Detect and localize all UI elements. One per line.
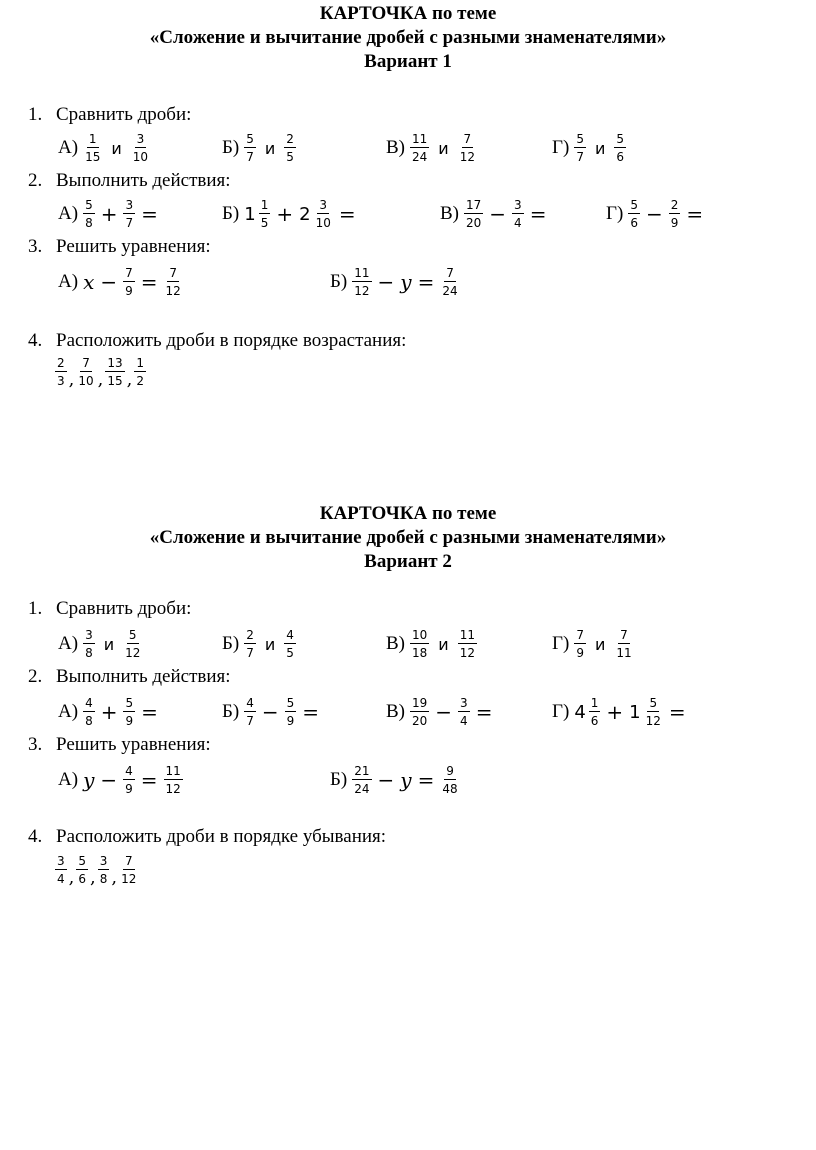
numerator: 10 (412, 628, 428, 642)
fraction (314, 198, 333, 230)
item-label: А) (58, 633, 79, 654)
operator: − (489, 202, 507, 226)
denominator: 5 (286, 150, 294, 164)
operator: + (276, 202, 294, 226)
fraction (83, 132, 102, 164)
denominator: 11 (616, 646, 632, 660)
denominator: 10 (132, 150, 149, 164)
card-variant: Вариант 2 (364, 551, 452, 572)
fraction (55, 854, 67, 886)
item-label: Г) (552, 633, 570, 654)
fraction (98, 854, 110, 886)
compare-row (0, 128, 816, 168)
operator: − (645, 202, 663, 226)
item-label: В) (386, 137, 405, 158)
fraction (83, 628, 95, 660)
denominator: 9 (125, 714, 134, 728)
numerator: 7 (620, 628, 628, 642)
denominator: 7 (246, 714, 254, 728)
denominator: 12 (459, 150, 475, 164)
denominator: 4 (514, 216, 522, 230)
numerator: 3 (57, 854, 65, 868)
numerator: 5 (125, 696, 134, 710)
denominator: 7 (246, 646, 254, 660)
compare-item-c (386, 624, 480, 664)
denominator: 9 (286, 714, 295, 728)
denominator: 9 (125, 284, 133, 298)
equals-sign: = (140, 270, 158, 294)
numerator: 3 (136, 132, 145, 146)
order-fractions-row (52, 352, 149, 392)
card-topic: «Сложение и вычитание дробей с разными знаменателями» (149, 527, 667, 548)
operator: − (377, 768, 395, 792)
denominator: 12 (645, 714, 661, 728)
fraction (76, 854, 88, 886)
fraction (285, 696, 297, 728)
numerator: 13 (107, 356, 123, 370)
fraction (123, 696, 135, 728)
numerator: 5 (630, 198, 638, 212)
question-4 (0, 826, 386, 848)
conjunction: и (438, 138, 449, 158)
question-1 (0, 104, 191, 126)
equals-sign: = (686, 202, 704, 226)
denominator: 15 (107, 374, 123, 388)
denominator: 12 (165, 284, 181, 298)
question-3 (0, 734, 211, 756)
numerator: 1 (136, 356, 145, 370)
question-number: 3. (28, 236, 43, 257)
fraction (628, 198, 640, 230)
item-label: А) (58, 769, 79, 790)
numerator: 17 (466, 198, 482, 212)
fraction (589, 696, 601, 728)
numerator: 4 (246, 696, 254, 710)
item-label: В) (386, 633, 405, 654)
operator: − (100, 270, 118, 294)
question-text: Решить уравнения: (56, 734, 211, 755)
variable: y (400, 270, 412, 294)
denominator: 5 (286, 646, 294, 660)
fraction (614, 132, 626, 164)
compare-item-a (58, 128, 153, 168)
question-1 (0, 598, 191, 620)
numerator: 5 (246, 132, 254, 146)
fraction (123, 198, 135, 230)
denominator: 7 (246, 150, 254, 164)
question-2 (0, 170, 231, 192)
compare-item-d (552, 624, 637, 664)
denominator: 20 (412, 714, 428, 728)
fraction (164, 266, 183, 298)
separator: , (90, 866, 96, 888)
variable: y (83, 768, 95, 792)
numerator: 7 (169, 266, 177, 280)
numerator: 7 (82, 356, 90, 370)
numerator: 5 (576, 132, 584, 146)
operation-item-d (552, 692, 689, 732)
question-text: Расположить дроби в порядке возрастания: (56, 330, 407, 351)
numerator: 19 (412, 696, 428, 710)
item-label: Б) (222, 203, 240, 224)
item-label: Г) (606, 203, 624, 224)
equation-item-b (330, 760, 463, 800)
conjunction: и (103, 634, 115, 654)
question-number: 1. (28, 598, 43, 619)
question-text: Решить уравнения: (56, 236, 211, 257)
denominator: 3 (57, 374, 65, 388)
operator: + (606, 700, 624, 724)
denominator: 5 (260, 216, 269, 230)
compare-item-a (58, 624, 145, 664)
numerator: 7 (446, 266, 454, 280)
equals-sign: = (141, 202, 158, 226)
question-text: Выполнить действия: (56, 666, 231, 687)
denominator: 12 (354, 284, 370, 298)
card-variant-2 (0, 500, 816, 920)
numerator: 4 (85, 696, 93, 710)
fraction (574, 132, 586, 164)
question-number: 2. (28, 170, 43, 191)
fraction (55, 356, 67, 388)
compare-item-b (222, 128, 299, 168)
item-label: А) (58, 701, 79, 722)
denominator: 20 (466, 216, 482, 230)
denominator: 9 (125, 782, 133, 796)
separator: , (97, 368, 104, 390)
numerator: 2 (286, 132, 294, 146)
denominator: 8 (99, 872, 108, 886)
item-label: Б) (222, 137, 240, 158)
conjunction: и (111, 138, 122, 158)
fraction (83, 198, 95, 230)
denominator: 24 (412, 150, 428, 164)
fraction (259, 198, 271, 230)
compare-item-d (552, 128, 629, 168)
denominator: 4 (57, 872, 65, 886)
question-text: Сравнить дроби: (56, 104, 192, 125)
question-number: 3. (28, 734, 43, 755)
operation-item-d (606, 194, 706, 234)
fraction (83, 696, 95, 728)
fraction (284, 628, 296, 660)
whole-part: 2 (299, 203, 311, 225)
numerator: 7 (125, 266, 133, 280)
numerator: 3 (460, 696, 468, 710)
card-topic: «Сложение и вычитание дробей с разными знаменателями» (149, 27, 667, 48)
item-label: А) (58, 271, 79, 292)
compare-item-c (386, 128, 480, 168)
denominator: 9 (576, 646, 584, 660)
numerator: 5 (286, 696, 295, 710)
numerator: 2 (57, 356, 65, 370)
card-variant: Вариант 1 (364, 51, 452, 72)
equals-sign: = (417, 768, 435, 792)
denominator: 12 (125, 646, 141, 660)
numerator: 11 (412, 132, 428, 146)
compare-row (0, 624, 816, 664)
question-4 (0, 330, 406, 352)
fraction (464, 198, 483, 230)
fraction (119, 854, 138, 886)
conjunction: и (264, 634, 276, 654)
numerator: 11 (165, 764, 181, 778)
fraction (458, 696, 470, 728)
fraction (458, 628, 477, 660)
question-number: 1. (28, 104, 43, 125)
denominator: 10 (315, 216, 331, 230)
operations-row (0, 194, 816, 234)
card-title: КАРТОЧКА по теме (319, 3, 497, 24)
question-text: Выполнить действия: (56, 170, 231, 191)
fraction (644, 696, 663, 728)
denominator: 4 (460, 714, 468, 728)
equals-sign: = (475, 700, 493, 724)
operation-item-c (386, 692, 495, 732)
fraction (458, 132, 477, 164)
fraction (131, 132, 150, 164)
operations-row (0, 692, 816, 732)
denominator: 8 (85, 714, 93, 728)
denominator: 6 (590, 714, 599, 728)
fraction (134, 356, 146, 388)
denominator: 7 (125, 216, 134, 230)
denominator: 6 (630, 216, 638, 230)
separator: , (68, 866, 75, 888)
question-3 (0, 236, 211, 258)
denominator: 10 (78, 374, 94, 388)
denominator: 6 (78, 872, 87, 886)
operator: − (261, 700, 279, 724)
fraction (105, 356, 124, 388)
numerator: 3 (514, 198, 522, 212)
numerator: 3 (85, 628, 93, 642)
separator: , (68, 368, 75, 390)
fraction (410, 132, 429, 164)
fraction (410, 696, 429, 728)
question-number: 2. (28, 666, 43, 687)
item-label: Г) (552, 701, 570, 722)
equals-sign: = (668, 700, 686, 724)
numerator: 5 (78, 854, 87, 868)
question-text: Расположить дроби в порядке убывания: (56, 826, 387, 847)
order-fractions-row (52, 850, 141, 890)
numerator: 3 (99, 854, 108, 868)
conjunction: и (594, 634, 606, 654)
item-label: Б) (330, 769, 348, 790)
denominator: 15 (85, 150, 101, 164)
equals-sign: = (417, 270, 435, 294)
item-label: Г) (552, 137, 570, 158)
card-header (0, 2, 816, 74)
fraction (352, 266, 371, 298)
operation-item-b (222, 692, 322, 732)
separator: , (126, 368, 133, 390)
numerator: 11 (459, 628, 475, 642)
fraction (123, 266, 135, 298)
denominator: 18 (412, 646, 428, 660)
denominator: 48 (442, 782, 458, 796)
fraction (244, 696, 256, 728)
denominator: 9 (670, 216, 679, 230)
equations-row (0, 262, 816, 302)
denominator: 24 (442, 284, 458, 298)
fraction (614, 628, 633, 660)
whole-part: 1 (629, 701, 641, 723)
numerator: 3 (125, 198, 134, 212)
operator: − (100, 768, 118, 792)
denominator: 7 (576, 150, 584, 164)
question-text: Сравнить дроби: (56, 598, 192, 619)
numerator: 5 (616, 132, 624, 146)
numerator: 4 (125, 764, 133, 778)
operation-item-c (440, 194, 549, 234)
equals-sign: = (529, 202, 547, 226)
item-label: Б) (330, 271, 348, 292)
equation-item-a (58, 262, 186, 302)
fraction (512, 198, 524, 230)
fraction (244, 132, 256, 164)
equals-sign: = (140, 768, 158, 792)
equals-sign: = (302, 700, 320, 724)
operator: − (377, 270, 395, 294)
fraction (164, 764, 183, 796)
fraction (440, 764, 459, 796)
equals-sign: = (141, 700, 158, 724)
equation-item-b (330, 262, 463, 302)
operation-item-a (58, 194, 161, 234)
operation-item-a (58, 692, 161, 732)
variable: y (400, 768, 412, 792)
operator: + (100, 202, 118, 226)
compare-item-b (222, 624, 299, 664)
fraction (244, 628, 256, 660)
operation-item-b (222, 194, 359, 234)
operator: + (100, 700, 118, 724)
item-label: В) (386, 701, 405, 722)
denominator: 24 (354, 782, 370, 796)
numerator: 1 (590, 696, 599, 710)
fraction (574, 628, 586, 660)
operator: − (435, 700, 453, 724)
conjunction: и (438, 634, 449, 654)
item-label: А) (58, 203, 79, 224)
numerator: 1 (260, 198, 269, 212)
separator: , (111, 866, 118, 888)
item-label: Б) (222, 633, 240, 654)
conjunction: и (264, 138, 276, 158)
conjunction: и (594, 138, 606, 158)
question-number: 4. (28, 826, 43, 847)
numerator: 5 (128, 628, 137, 642)
fraction (284, 132, 296, 164)
numerator: 2 (246, 628, 254, 642)
fraction (123, 628, 142, 660)
numerator: 3 (319, 198, 328, 212)
numerator: 7 (124, 854, 133, 868)
whole-part: 1 (244, 203, 256, 225)
numerator: 2 (670, 198, 679, 212)
fraction (352, 764, 371, 796)
whole-part: 4 (574, 701, 586, 723)
denominator: 8 (85, 216, 93, 230)
numerator: 11 (354, 266, 370, 280)
equation-item-a (58, 760, 186, 800)
fraction (440, 266, 459, 298)
fraction (410, 628, 429, 660)
fraction (669, 198, 681, 230)
card-title: КАРТОЧКА по теме (319, 503, 497, 524)
denominator: 2 (136, 374, 145, 388)
question-number: 4. (28, 330, 43, 351)
numerator: 9 (446, 764, 454, 778)
variable: x (83, 270, 95, 294)
denominator: 6 (616, 150, 624, 164)
denominator: 12 (459, 646, 475, 660)
item-label: А) (58, 137, 79, 158)
numerator: 21 (354, 764, 370, 778)
denominator: 8 (85, 646, 93, 660)
card-variant-1 (0, 0, 816, 470)
denominator: 12 (121, 872, 137, 886)
card-header (0, 502, 816, 574)
equals-sign: = (338, 202, 356, 226)
numerator: 5 (649, 696, 658, 710)
denominator: 12 (165, 782, 181, 796)
numerator: 7 (463, 132, 472, 146)
numerator: 5 (85, 198, 93, 212)
numerator: 4 (286, 628, 294, 642)
numerator: 7 (576, 628, 584, 642)
item-label: Б) (222, 701, 240, 722)
fraction (76, 356, 95, 388)
item-label: В) (440, 203, 459, 224)
numerator: 1 (88, 132, 97, 146)
equations-row (0, 760, 816, 800)
question-2 (0, 666, 231, 688)
fraction (123, 764, 135, 796)
